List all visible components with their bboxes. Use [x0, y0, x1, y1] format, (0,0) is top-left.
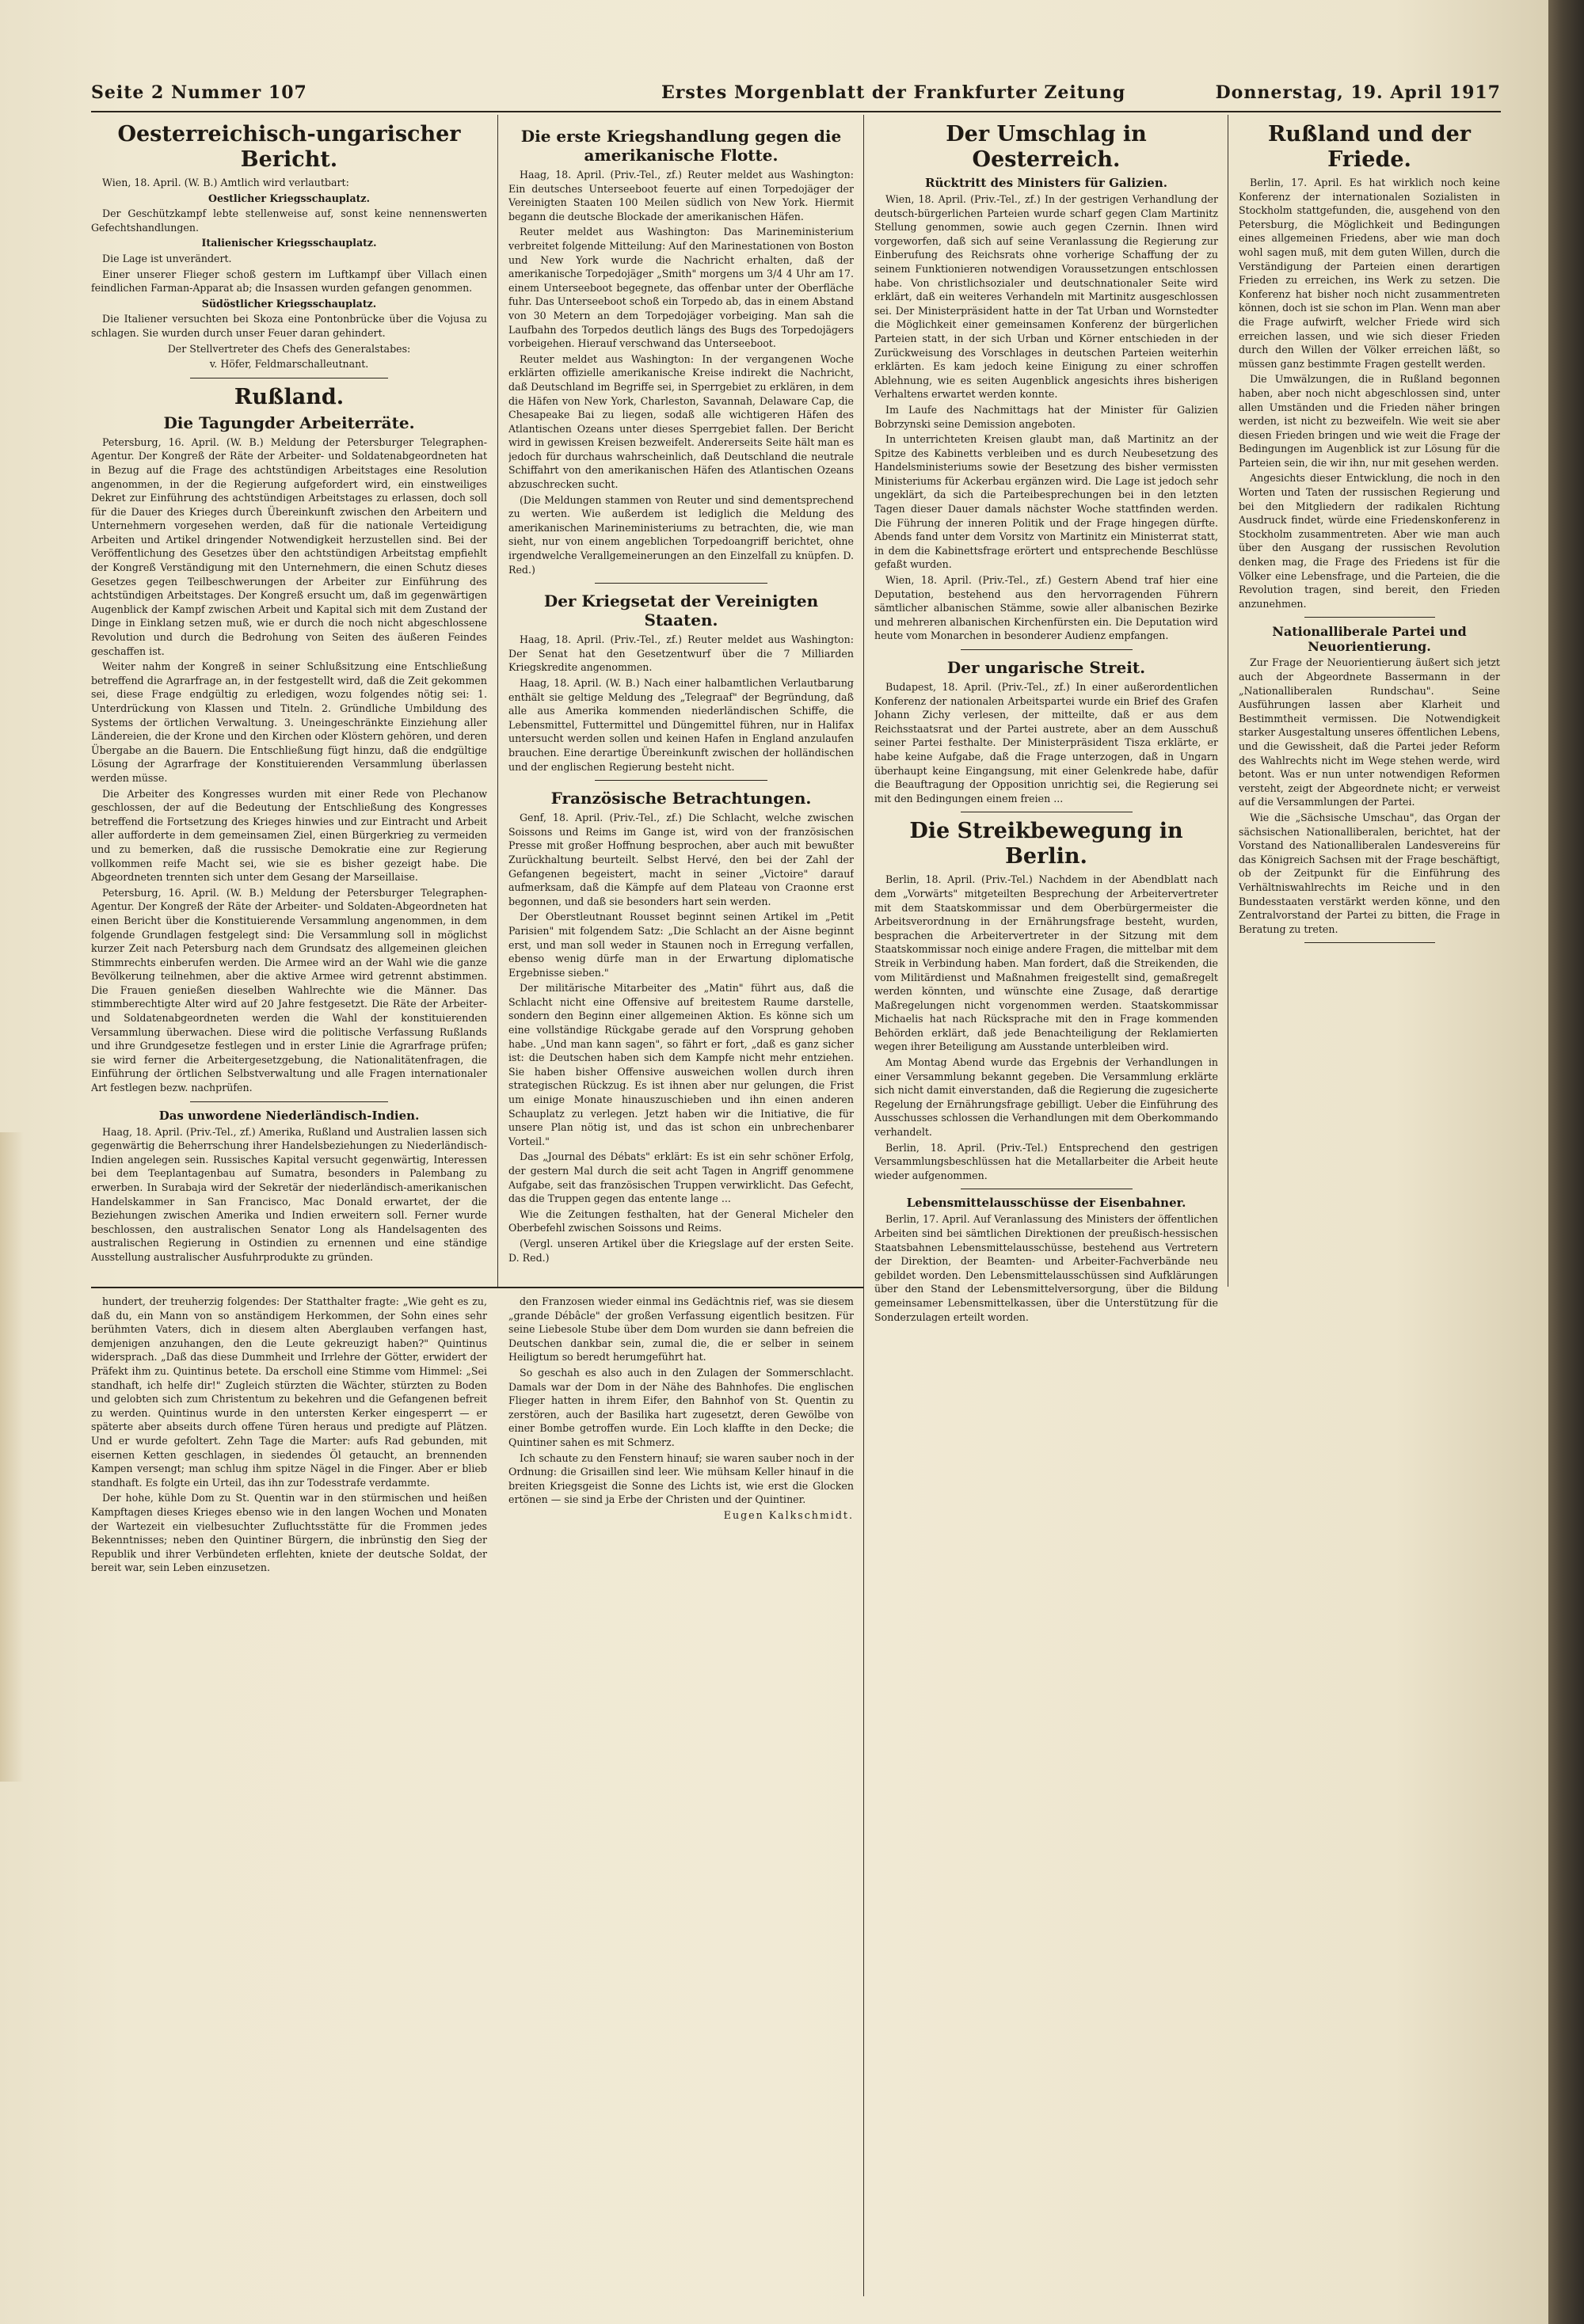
- article-headline: Der Umschlag in Oesterreich.: [946, 122, 1147, 172]
- article-headline: Nationalliberale Partei und Neuorientierung.: [1272, 624, 1467, 655]
- column-1: [91, 119, 487, 1283]
- paragraph: Wien, 18. April. (Priv.-Tel., zf.) In der gestrigen Verhandlung der deutsch-bürgerlichen Parteien wurde scharf gegen Clam Martinitz Stellung genommen, sowie auch gegen Czernin. Ihnen wird vorgeworfen, daß sich auf seine Veranlassung die Regierung zur Einberufung des Reichsrats ohne vorherige Schaffung der zu seinem Funktionieren notwendigen Voraussetzungen entschlossen habe. Von christlichsozialer und deutschnationaler Seite wird erklärt, daß ein weiteres Verhandeln mit Martinitz ausgeschlossen sei. Der Ministerpräsident hatte in der Tat Urban und Wornstedter die Möglichkeit einer gemeinsamen Konferenz der bürgerlichen Parteien statt, in der sich Urban und Körner entschieden in der Zurückweisung des Vorschlages in deutschen Parteien weiterhin erklärten. Es kam jedoch keine Einigung zu einer schroffen Ablehnung, wie es seiten Augenblick angesichts ihres bisherigen Verhaltens erwartet werden konnte.: [874, 193, 1218, 401]
- author-signature: Eugen Kalkschmidt.: [723, 1508, 854, 1521]
- paragraph: Genf, 18. April. (Priv.-Tel., zf.) Die Schlacht, welche zwischen Soissons und Reims im Gange ist, wird von der französischen Presse mit großer Hoffnung besprochen, aber auch mit bewußter Zurückhaltung beurteilt. Selbst Hervé, den bei der Zahl der Gefangenen begeistert, macht in seiner „Victoire" darauf aufmerksam, daß die Kämpfe auf dem Plateau von Craonne erst begonnen, und daß sie besonders hart sein werden.: [508, 812, 854, 907]
- paragraph: Haag, 18. April. (W. B.) Nach einer halbamtlichen Verlautbarung enthält sie geltige Meldung des „Telegraaf" der Begründung, daß alle aus Amerika kommenden niederländischen Schiffe, die Lebensmittel, Futtermittel und Düngemittel führen, nur in Halifax untersucht werden sollen und keinen Hafen in England anzulaufen brauchen. Eine derartige Übereinkunft zwischen der holländischen und der englischen Regierung besteht nicht.: [508, 677, 854, 773]
- paragraph: Die Arbeiter des Kongresses wurden mit einer Rede von Plechanow geschlossen, der auf die Bedeutung der Entschließung des Kongresses betreffend die Fortsetzung des Krieges hinwies und zur Eintracht und Arbeit aller aufforderte in dem gemeinsamen Ziel, einen Bürgerkrieg zu vermeiden und zu bemerken, daß die russische Demokratie eine zur Regierung vollkommen reife Macht sei, wie sie es bisher gezeigt habe. Die Abgeordneten trennten sich unter dem Gesang der Marseillaise.: [91, 787, 487, 884]
- paragraph: Am Montag Abend wurde das Ergebnis der Verhandlungen in einer Versammlung bekannt gegeben. Die Versammlung erklärte sich nicht damit einverstanden, daß die Regierung die zugesicherte Regelung der Ernährungsfrage gebilligt. Ueber die Einführung des Ausschusses schlossen die Verhandlungen mit dem Oberkommando verhandelt.: [874, 1056, 1218, 1139]
- paragraph: Die Italiener versuchten bei Skoza eine Pontonbrücke über die Vojusa zu schlagen. Sie wurden durch unser Feuer daran gehindert.: [91, 313, 487, 339]
- paper-stain: [0, 1132, 24, 1782]
- article-headline: Der Kriegsetat der Vereinigten Staaten.: [543, 591, 819, 630]
- paragraph: Der Oberstleutnant Rousset beginnt seinen Artikel im „Petit Parisien" mit folgendem Satz: „Die Schlacht an der Aisne beginnt erst, und man soll weder in Staunen noch in Erregung verfallen, ebenso wenig dürfe man in der Erwartung diplomatische Ergebnisse sieben.": [508, 911, 854, 979]
- section-heading: Italienischer Kriegsschauplatz.: [201, 237, 377, 249]
- header-masthead: Erstes Morgenblatt der Frankfurter Zeitung: [661, 82, 1126, 103]
- paragraph: Berlin, 17. April. Auf Veranlassung des Ministers der öffentlichen Arbeiten sind bei sämtlichen Direktionen der preußisch-hessischen Staatsbahnen Lebensmittelausschüsse, bestehend aus Vertretern der Direktion, der Beamten- und Arbeiter-Fachverbände neu gebildet worden. Den Lebensmittelausschüssen sind Aufklärungen über den Stand der Lebensmittelversorgung, über die Bildung gemeinsamer Lebensmittelkassen, über die Unterstützung für die Sonderzulagen erteilt worden.: [874, 1213, 1218, 1323]
- paragraph: Haag, 18. April. (Priv.-Tel., zf.) Reuter meldet aus Washington: Der Senat hat den Gesetzentwurf über die 7 Milliarden Kriegskredite angenommen.: [508, 633, 854, 674]
- paragraph: Der militärische Mitarbeiter des „Matin" führt aus, daß die Schlacht nicht eine Offensive auf breitestem Raume darstelle, sondern den Beginn einer allgemeinen Aktion. Es könne sich um eine vollständige Rückgabe gerade auf den Vorsprung gehoben habe. „Und man kann sagen", so fährt er fort, „daß es ganz sicher ist: die Deutschen haben sich dem Kampfe nicht mehr entziehen. Sie haben bisher Offensive ausweichen wollen durch ihren strategischen Rückzug. Es ist ihnen aber nur gelungen, die Frist um einige Monate hinauszuschieben und ihn einen anderen Schauplatz zu verlegen. Jetzt haben wir die Initiative, die für unsere Plan nötig ist, und das ist schon ein unbrechenbarer Vorteil.": [508, 982, 854, 1147]
- article-headline: Rußland und der Friede.: [1267, 122, 1472, 172]
- paragraph: Wien, 18. April. (Priv.-Tel., zf.) Gestern Abend traf hier eine Deputation, bestehend aus den hervorragenden Führern sämtlicher albanischen Stämme, sowie aller albanischen Bezirke und mehreren albanischen Kirchenfürsten ein. Die Deputation wird heute vom Monarchen in besonderer Audienz empfangen.: [874, 574, 1218, 642]
- paragraph: Haag, 18. April. (Priv.-Tel., zf.) Reuter meldet aus Washington: Ein deutsches Unterseeboot feuerte auf einen Torpedojäger der Vereinigten Staaten 100 Meilen südlich von New York. Hiermit begann die deutsche Blockade der amerikanischen Häfen.: [508, 169, 854, 223]
- paragraph: Petersburg, 16. April. (W. B.) Meldung der Petersburger Telegraphen-Agentur. Der Kongreß der Räte der Arbeiter- und Soldaten-Abgeordneten hat einen Bericht über die Konstituierende Versammlung angenommen, in dem folgende Grundlagen festgelegt sind: Die Versammlung soll in möglichst kurzer Zeit nach Petersburg nach dem Grundsatz des allgemeinen gleichen Stimmrechts einberufen werden. Die Armee wird an der Wahl wie die ganze Bevölkerung teilnehmen, aber die aktive Armee wird getrennt abstimmen. Die Frauen genießen dieselben Wahlrechte wie die Männer. Das stimmberechtigte Alter wird auf 20 Jahre festgesetzt. Die Räte der Arbeiter- und Soldatenabgeordneten werden die Wahl der konstituierenden Versammlung überwachen. Diese wird die politische Verfassung Rußlands und ihre Grundgesetze festlegen und in erster Linie die Agrarfrage prüfen; sie wird ferner die Arbeitergesetzgebung, die Nationalitätenfragen, die Einführung der örtlichen Selbstverwaltung und alle Fragen internationaler Art festlegen bezw. nachprüfen.: [91, 886, 487, 1094]
- header-rule: [91, 111, 1501, 112]
- article-subtitle: Rücktritt des Ministers für Galizien.: [925, 176, 1167, 190]
- section-heading: Südöstlicher Kriegsschauplatz.: [201, 297, 377, 310]
- paragraph: hundert, der treuherzig folgendes: Der Statthalter fragte: „Wie geht es zu, daß du, ein Mann von so anständigem Herkommen, der Sohn eines sehr berühmten Vaters, dich in diesem alten Aberglauben verfangen hast, demjenigen anzuhangen, den die Leute gekreuzigt haben?" Quintinus widersprach. „Daß das diese Dummheit und Irrlehre der Götter, erwidert der Präfekt ihm zu. Quintinus betete. Da erscholl eine Stimme vom Himmel: „Sei standhaft, ich helfe dir!" Zugleich stürzten die Wächter, stürzten zu Boden und gelobten sich zum Christentum zu bekehren und die Gefangenen befreit zu werden. Quintinus wurde in den untersten Kerker eingesperrt — er späterte aber abseits durch offene Türen heraus und predigte auf Plätzen. Und er wurde gefoltert. Zehn Tage die Marter: aufs Rad gebunden, mit eisernen Ketten geschlagen, in siedendes Öl getaucht, an brennenden Kampen versengt; man schlug ihm spitze Nägel in die Finger. Aber er blieb standhaft. Es folgte ein Urteil, das ihn zur Todesstrafe verdammte.: [91, 1295, 487, 1489]
- paragraph: Die Umwälzungen, die in Rußland begonnen haben, aber noch nicht abgeschlossen sind, unter allen Umständen und die Frieden näher bringen werden, ist nicht zu bezweifeln. Wie weit sie aber diesen Frieden bringen und wie weit die Frage der Bedingungen im Augenblick ist zur Lösung für die Parteien sein, die wir ihn, nur mit gesehen werden.: [1239, 373, 1500, 469]
- paragraph: Im Laufe des Nachmittags hat der Minister für Galizien Bobrzynski seine Demission angeboten.: [874, 403, 1218, 430]
- paragraph: Der Geschützkampf lebte stellenweise auf, sonst keine nennenswerten Gefechtshandlungen.: [91, 207, 487, 234]
- article-headline: Das unwordene Niederländisch-Indien.: [158, 1108, 420, 1123]
- header-page-number: Seite 2 Nummer 107: [91, 82, 307, 103]
- article-headline: Die erste Kriegshandlung gegen die amerikanische Flotte.: [520, 127, 842, 165]
- paragraph: In unterrichteten Kreisen glaubt man, daß Martinitz an der Spitze des Kabinetts verbleiben und es durch Neubesetzung des Handelsministeriums sowie der Besetzung des bisher vermissten Ministeriums für Ackerbau ergänzen wird. Die Lage ist jedoch sehr ungeklärt, da sich die Parteibesprechungen bei in den letzten Tagen dieser Dauer damals nächster Woche stattfinden werden. Die Führung der inneren Politik und der Frage hingegen dürfte. Abends fand unter dem Vorsitz von Martinitz ein Ministerrat statt, in dem die Kabinettsfrage erörtert und entsprechende Beschlüsse gefaßt wurden.: [874, 433, 1218, 571]
- article-headline: Lebensmittelausschüsse der Eisenbahner.: [906, 1196, 1186, 1211]
- section-title: Rußland.: [234, 384, 345, 409]
- column-3: [874, 119, 1218, 2288]
- article-subtitle: Die Tagungder Arbeiterräte.: [163, 413, 415, 432]
- feuilleton-rule: [91, 1287, 863, 1288]
- editor-note: (Vergl. unseren Artikel über die Kriegslage auf der ersten Seite. D. Red.): [508, 1237, 854, 1264]
- binding-edge: [1548, 0, 1584, 2324]
- dateline: Wien, 18. April. (W. B.) Amtlich wird verlautbart:: [102, 177, 349, 188]
- signature-name: v. Höfer, Feldmarschalleutnant.: [209, 358, 369, 371]
- article-headline: Die Streikbewegung in Berlin.: [909, 819, 1183, 869]
- paragraph: Berlin, 18. April. (Priv.-Tel.) Entsprechend den gestrigen Versammlungsbeschlüssen hat die Metallarbeiter die Arbeit heute wieder aufgenommen.: [874, 1141, 1218, 1181]
- paragraph: Reuter meldet aus Washington: In der vergangenen Woche erklärten offizielle amerikanische Kreise indirekt die Nachricht, daß Deutschland im Begriffe sei, in Sperrgebiet zu erklären, in dem die Häfen von New York, Charleston, Savannah, Delaware Cap, die Chesapeake Bai zu liegen, sodaß alle wichtigeren Häfen des Atlantischen Ozeans unter dieses Sperrgebiet fallen. Der Bericht wird in gewissen Kreisen bezweifelt. Andererseits Seite hält man es jedoch für durchaus wahrscheinlich, daß Deutschland die neutrale Schiffahrt von den amerikanischen Häfen des Atlantischen Ozeans abzuschrecken sucht.: [508, 352, 854, 491]
- column-divider: [863, 115, 864, 2296]
- paragraph: Wie die „Sächsische Umschau", das Organ der sächsischen Nationalliberalen, berichtet, hat der Vorstand des Nationalliberalen Landesvereins für das Königreich Sachsen mit der Frage beschäftigt, ob der Zeitpunkt für die Einführung des Verhältniswahlrechts im Reiche und in den Bundesstaaten verstärkt werden könne, und den Zentralvorstand der Partei zu bitten, die Frage in Beratung zu treten.: [1239, 811, 1500, 935]
- paragraph: Berlin, 18. April. (Priv.-Tel.) Nachdem in der Abendblatt nach dem „Vorwärts" mitgeteilten Besprechung der Arbeitervertreter mit dem Staatskommissar und dem Oberbürgermeister die Arbeitsverordnung in der Ernährungsfrage besteht, wurden, besprachen die Arbeitervertreter in der Sitzung mit dem Staatskommissar noch einige andere Fragen, die mittelbar mit dem Streik in Verbindung haben. Man fordert, daß die Streikenden, die vom Militärdienst und Maßnahmen freigestellt sind, gemaßregelt werden könnten, und wünschte eine Zusage, daß derartige Maßregelungen nicht vorgenommen werden. Staatskommissar Michaelis hat nach Rücksprache mit den in Frage kommenden Behörden erklärt, daß jede Benachteiligung der Reklamierten wegen ihrer Beteiligung am Ausstande unterbleiben wird.: [874, 873, 1218, 1053]
- paragraph: Petersburg, 16. April. (W. B.) Meldung der Petersburger Telegraphen-Agentur. Der Kongreß der Räte der Arbeiter- und Soldatenabgeordneten hat in Bezug auf die Frage des achtstündigen Arbeitstages eine Resolution angenommen, in der die Regierung aufgefordert wird, ein einstweiliges Dekret zur Einführung des achtstündigen Arbeitstages zu erlassen, doch soll für die Dauer des Krieges durch Übereinkunft zwischen den Arbeitern und Unternehmern vorgesehen werden, daß für die nationale Verteidigung Arbeiten und Artikel dringender Notwendigkeit herzustellen sind. Bei der Veröffentlichung des Gesetzes über den achtstündigen Arbeitstag empfiehlt der Kongreß Verständigung mit den Unternehmern, die einen Schutz dieses Gesetzes gegen Teilbeschwerungen der Arbeiter zur Einführung des achtstündigen Arbeitstages. Der Kongreß ersucht um, daß im gegenwärtigen Augenblick der Kampf zwischen Arbeit und Kapital sich mit dem Zustand der Dinge in Einklang setzen muß, wie er durch die noch nicht abgeschlossene Revolution und durch die Bedrohung von Seiten des äußeren Feindes geschaffen ist.: [91, 436, 487, 657]
- paragraph: Die Lage ist unverändert.: [102, 252, 232, 264]
- column-2: [508, 119, 854, 1283]
- column-divider: [497, 115, 498, 1287]
- paragraph: Wie die Zeitungen festhalten, hat der General Micheler den Oberbefehl zwischen Soissons und Reims.: [508, 1208, 854, 1234]
- article-headline: Französische Betrachtungen.: [550, 789, 812, 808]
- paragraph: Haag, 18. April. (Priv.-Tel., zf.) Amerika, Rußland und Australien lassen sich gegenwärtig die Beherrschung ihrer Handelsbeziehungen zu Niederländisch-Indien angelegen sein. Russisches Kapital versucht gegenwärtig, Interessen bei dem Teeplantagenbau auf Sumatra, besonders in Palembang zu erwerben. In Surabaja wird der Sekretär der niederländisch-amerikanischen Handelskammer in San Francisco, Mac Donald erwartet, der die Beziehungen zwischen Amerika und Indien erweitern soll. Ferner wurde beschlossen, den australischen Senator Long als Handelsagenten des australischen Regierung in Ostindien zu ernennen und eine ständige Ausstellung australischer Ausfuhrprodukte zu gründen.: [91, 1125, 487, 1263]
- page-header: [91, 79, 1501, 111]
- article-headline: Oesterreichisch-ungarischer Bericht.: [117, 122, 461, 172]
- feuilleton-right: [508, 1295, 854, 2292]
- signature-line: Der Stellvertreter des Chefs des Generalstabes:: [167, 342, 411, 355]
- paragraph: Angesichts dieser Entwicklung, die noch in den Worten und Taten der russischen Regierung und bei den Mitgliedern der radikalen Richtung Ausdruck findet, würde eine Friedenskonferenz in Stockholm zusammentreten. Aber wie man auch über den Ausgang der russischen Revolution denken mag, die Frage des Friedens ist für die Völker eine Lebensfrage, und die Parteien, die die Revolution tragen, sind bereit, den Frieden anzunehmen.: [1239, 472, 1500, 610]
- paragraph: den Franzosen wieder einmal ins Gedächtnis rief, was sie diesem „grande Débâcle" der großen Verfassung eigentlich besitzen. Für seine Liebesole Stube über dem Dom wurden sie dann befreien die Deutschen dankbar sein, zumal die, die er selber in seinem Heiligtum so beredt herumgeführt hat.: [508, 1295, 854, 1364]
- paragraph: Weiter nahm der Kongreß in seiner Schlußsitzung eine Entschließung betreffend die Agrarfrage an, in der festgestellt wird, daß die Zeit gekommen sei, diese Frage endgültig zu erledigen, wozu folgendes nötig sei: 1. Unterdrückung von Klassen und Titeln. 2. Gründliche Umbildung des Systems der örtlichen Verwaltung. 3. Uneingeschränkte Einziehung aller Ländereien, die der Krone und den Kirchen oder Klöstern gehören, und deren Übergabe an die Bauern. Die Entschließung fügt hinzu, daß die endgültige Lösung der Agrarfrage der Konstituierenden Versammlung überlassen werden müsse.: [91, 660, 487, 784]
- paragraph: Budapest, 18. April. (Priv.-Tel., zf.) In einer außerordentlichen Konferenz der nationalen Arbeitspartei wurde ein Brief des Grafen Johann Zichy verlesen, der mitteilte, daß er aus dem Reichsstaatsrat und der Partei austrete, aber an dem Ausschuß seiner Partei festhalte. Der Ministerpräsident Tisza erklärte, er habe keine Aufgabe, daß die Frage unterzogen, daß in Ungarn überhaupt keine Eingangsung, mit einer Gelenkrede habe, dafür die Beauftragung der Opposition unrichtig sei, die Regierung sei mit den Bedingungen einem freien ...: [874, 681, 1218, 804]
- feuilleton-left: [91, 1295, 487, 2292]
- paragraph: Berlin, 17. April. Es hat wirklich noch keine Konferenz der internationalen Sozialisten in Stockholm stattgefunden, die, ausgehend von den Petersburg, die Möglichkeit und Bedingungen eines allgemeinen Friedens, aber wie man doch wohl sagen muß, mit dem guten Willen, durch die Verständigung der Parteien einen derartigen Frieden zu erreichen, ins Werk zu setzen. Die Konferenz hat bisher noch nicht zusammentreten können, doch ist sie schon im Plan. Wenn man aber die Frage aufwirft, welcher Friede wird sich erreichen lassen, und wie sich dieser Frieden durch den Willen der Völker erreichen läßt, so müssen ganz bestimmte Fragen gestellt werden.: [1239, 177, 1500, 370]
- paragraph: Das „Journal des Débats" erklärt: Es ist ein sehr schöner Erfolg, der gestern Mal durch die seit acht Tagen in Angriff genommene Aufgabe, seit das französischen Truppen verwirklicht. Das Gefecht, das die Truppen gegen das entente lange ...: [508, 1151, 854, 1205]
- column-4: [1239, 119, 1500, 2288]
- paragraph: Der hohe, kühle Dom zu St. Quentin war in den stürmischen und heißen Kampftagen dieses Krieges ebenso wie in den langen Wochen und Monaten der Wartezeit ein vielbesuchter Zufluchtsstätte für die Frommen jedes Bekenntnisses; neben den Quintiner Bürgern, die inbrünstig den Sieg der Republik und ihrer Verbündeten erflehten, kniete der deutsche Soldat, der bereit war, sein Leben einzusetzen.: [91, 1492, 487, 1574]
- article-headline: Der ungarische Streit.: [946, 658, 1146, 677]
- paragraph: Reuter meldet aus Washington: Das Marineministerium verbreitet folgende Mitteilung: Auf den Marinestationen von Boston und New York wurde die Nachricht erhalten, daß der amerikanische Torpedojäger „Smith" morgens um 3/4 4 Uhr am 17. einem Unterseeboot begegnete, das offenbar unter der Oberfläche fuhr. Das Unterseeboot schoß ein Torpedo ab, das in einem Abstand von 30 Metern an dem Torpedojäger vorbeiging. Man sah die Laufbahn des Torpedos deutlich längs des Bugs des Torpedojägers vorbeigehen. Hierauf verschwand das Unterseeboot.: [508, 226, 854, 350]
- paragraph: Zur Frage der Neuorientierung äußert sich jetzt auch der Abgeordnete Bassermann in der „Nationalliberalen Rundschau". Seine Ausführungen lassen aber Klarheit und Bestimmtheit vermissen. Die Notwendigkeit starker Ausgestaltung unseres öffentlichen Lebens, und die Gewissheit, daß die Partei jeder Reform des Wahlrechts nicht im Wege stehen werde, wird betont. Was er nun unter notwendigen Reformen versteht, zeigt der Abgeordnete nicht; er verweist auf die Versammlungen der Partei.: [1239, 656, 1500, 808]
- header-date: Donnerstag, 19. April 1917: [1215, 82, 1501, 103]
- section-heading: Oestlicher Kriegsschauplatz.: [208, 192, 370, 204]
- paragraph: Ich schaute zu den Fenstern hinauf; sie waren sauber noch in der Ordnung: die Grisaillen sind leer. Wie mühsam Keller hinauf in die breiten Kriegsgeist die Sonne des Lichts ist, wie erst die Glocken ertönen — sie sind ja Erbe der Christen und der Quintiner.: [508, 1451, 854, 1506]
- editor-note: (Die Meldungen stammen von Reuter und sind dementsprechend zu werten. Wie außerdem ist lediglich die Meldung des amerikanischen Marineministeriums zu betrachten, die, wie man sieht, nur von einem angeblichen Torpedoangriff berichtet, ohne irgendwelche Verallgemeinerungen an den Einzelfall zu knüpfen. D. Red.): [508, 493, 854, 576]
- paragraph: So geschah es also auch in den Zulagen der Sommerschlacht. Damals war der Dom in der Nähe des Bahnhofes. Die englischen Flieger hatten in ihrem Eifer, den Bahnhof von St. Quentin zu zerstören, auch der Basilika hart zugesetzt, deren Gewölbe von einer Bombe getroffen wurde. Ein Loch klaffte in den Decke; die Quintiner sahen es mit Schmerz.: [508, 1366, 854, 1448]
- paragraph: Einer unserer Flieger schoß gestern im Luftkampf über Villach einen feindlichen Farman-Apparat ab; die Insassen wurden gefangen genommen.: [91, 268, 487, 295]
